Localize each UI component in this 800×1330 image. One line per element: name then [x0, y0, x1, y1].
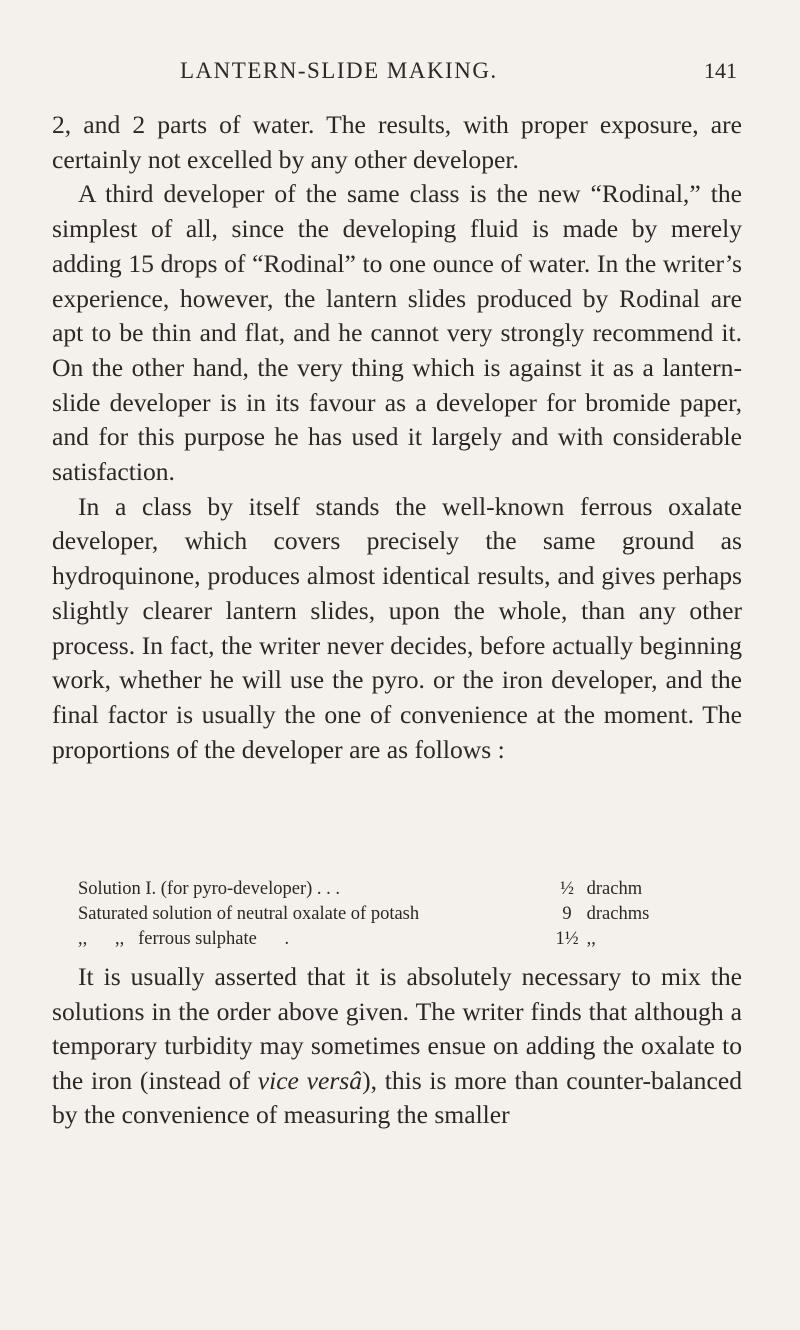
formula-unit: ,, — [586, 929, 596, 949]
formula-row — [78, 902, 738, 927]
formula-amount — [552, 902, 649, 927]
paragraph-ferrous-oxalate: In a class by itself stands the well-known ferrous oxalate developer, which covers precisely the same ground as hydroquinone, produces almost identical results, and gives perhaps slightly clearer lantern slides, upon the whole, than any other process. In fact, the writer never decides, before actually beginning work, whether he will use the pyro. or the iron developer, and the final factor is usually the one of convenience at the moment. The proportions of the developer are as follows : — [52, 491, 742, 764]
formula-unit: drachms — [586, 904, 650, 924]
formula-table — [78, 877, 738, 952]
paragraph-continuation: 2, and 2 parts of water. The results, with proper exposure, are certainly not excelled by any other developer. — [52, 110, 742, 174]
formula-amount — [552, 877, 642, 902]
formula-quantity: 9 — [562, 904, 572, 924]
page-number: 141 — [704, 58, 737, 83]
paragraph-rodinal: A third developer of the same class is the new “Rodinal,” the simplest of all, since the developing fluid is made by merely adding 15 drops of “Rodinal” to one ounce of water. In the writer’s experience, however, the lantern slides produced by Rodinal are apt to be thin and flat, and he cannot very strongly recommend it. On the other hand, the very thing which is against it as a lantern-slide developer is in its favour as a developer for bromide paper, and for this purpose he has used it largely and with considerable satisfaction. — [52, 179, 742, 487]
running-title: LANTERN-SLIDE MAKING. — [180, 58, 498, 83]
formula-unit: drachm — [586, 879, 643, 899]
page-header — [0, 58, 800, 92]
paragraph-mixing-order — [52, 960, 742, 1133]
formula-ingredient: Solution I. (for pyro-developer) . . . — [78, 879, 341, 899]
closing-italic-phrase: vice versâ — [257, 1065, 363, 1095]
closing-text-start: It is usually asserted that it is absolutely necessary to mix the solutions in the order above given. The writer finds that although a temporary turbidity may sometimes ensue on adding the oxalate to the iron (instead of — [52, 962, 742, 1095]
formula-quantity: ½ — [560, 879, 574, 899]
formula-row — [78, 877, 738, 902]
formula-ingredient: Saturated solution of neutral oxalate of potash — [78, 904, 420, 924]
formula-ingredient: ,, ,, ferrous sulphate . — [78, 929, 290, 949]
main-text — [52, 108, 742, 767]
closing-text — [52, 960, 742, 1133]
formula-amount — [552, 927, 596, 952]
formula-quantity: 1½ — [555, 929, 579, 949]
formula-row — [78, 927, 738, 952]
closing-text-end: ), this is more than counter-balanced by the convenience of measuring the smaller — [52, 1065, 742, 1129]
